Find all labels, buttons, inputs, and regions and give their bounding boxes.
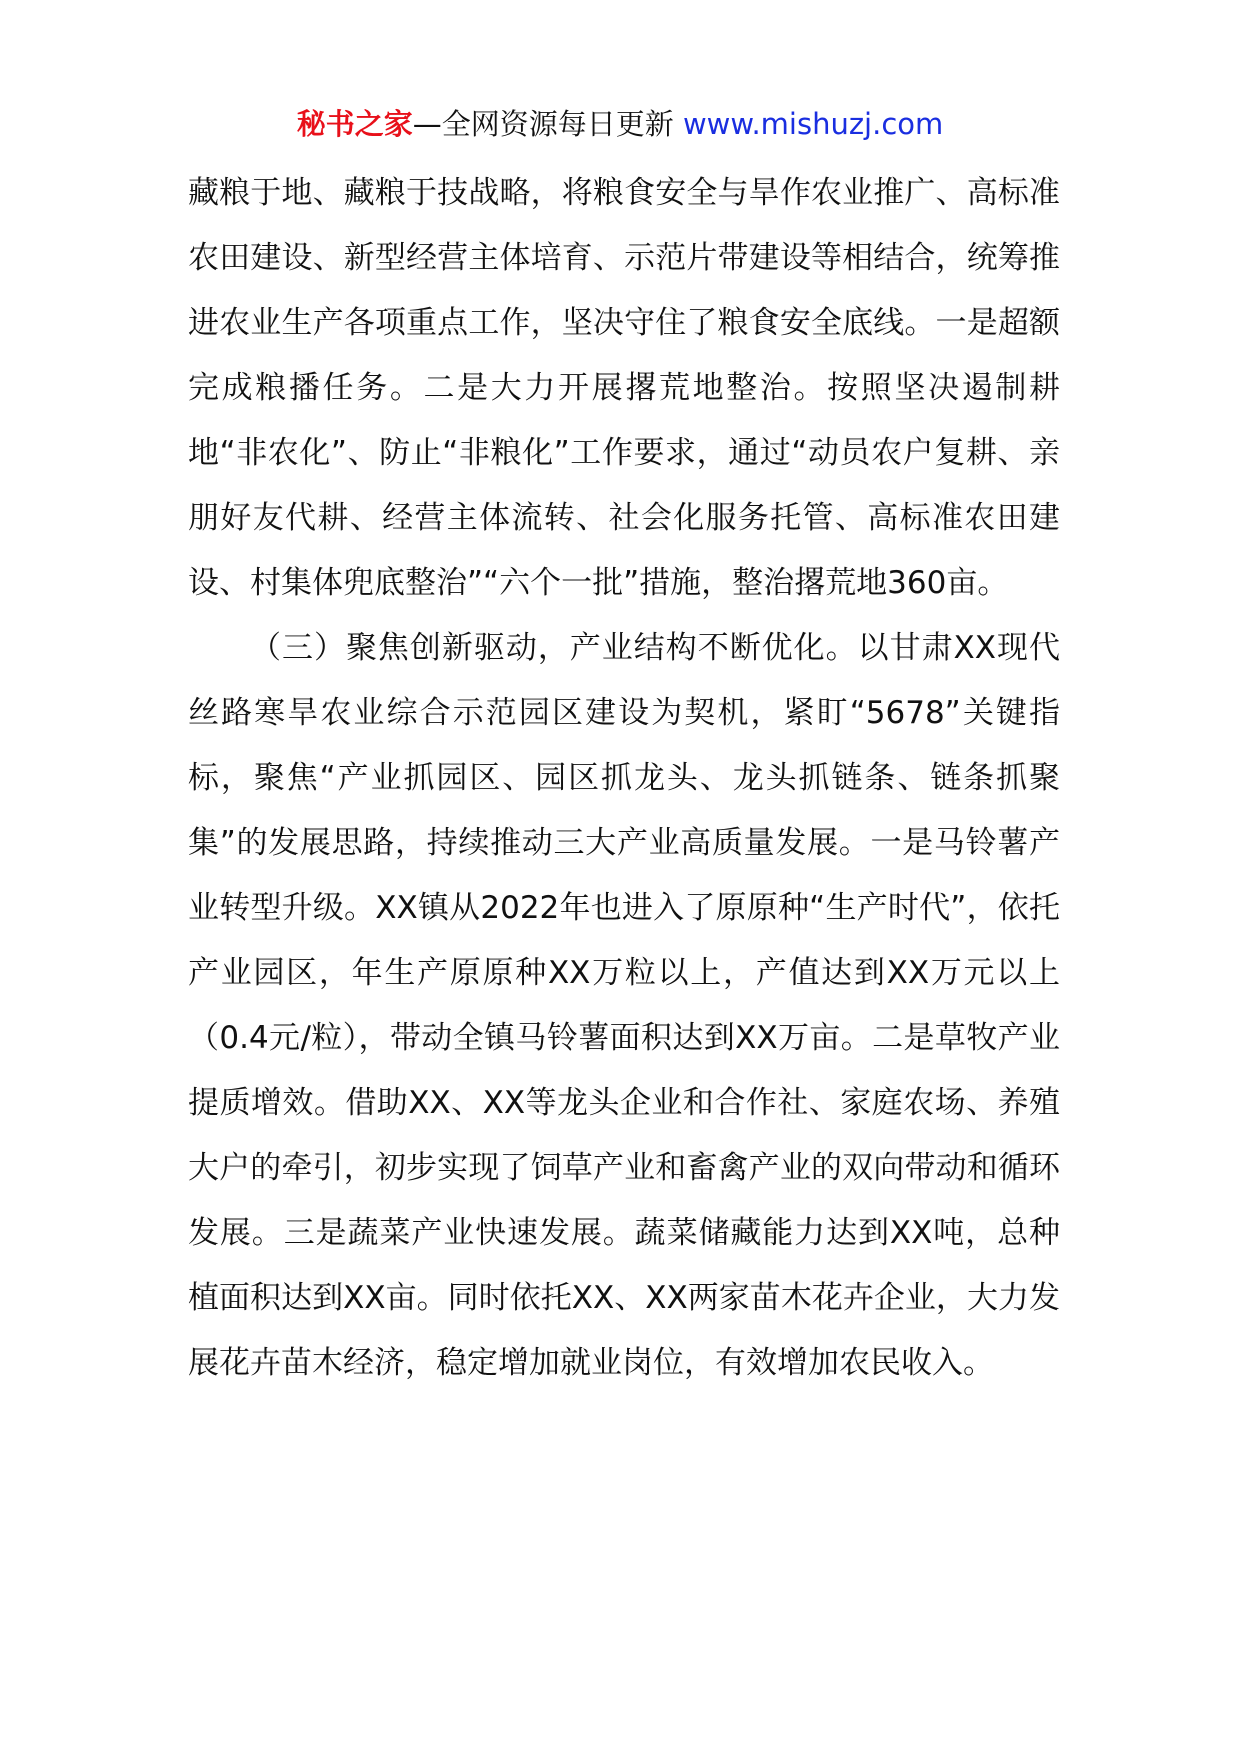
page-header xyxy=(0,104,1240,144)
brand-name: 秘书之家 xyxy=(296,107,413,141)
paragraph-grain-security: 藏粮于地、藏粮于技战略，将粮食安全与旱作农业推广、高标准农田建设、新型经营主体培育、示范片带建设等相结合，统筹推进农业生产各项重点工作，坚决守住了粮食安全底线。一是超额完成粮播任务。二是大力开展撂荒地整治。按照坚决遏制耕地“非农化”、防止“非粮化”工作要求，通过“动员农户复耕、亲朋好友代耕、经营主体流转、社会化服务托管、高标准农田建设、村集体兜底整治”“六个一批”措施，整治撂荒地360亩。 xyxy=(188,175,1060,601)
paragraph-industry-structure: （三）聚焦创新驱动，产业结构不断优化。以甘肃XX现代丝路寒旱农业综合示范园区建设为契机，紧盯“5678”关键指标，聚焦“产业抓园区、园区抓龙头、龙头抓链条、链条抓聚集”的发展思路，持续推动三大产业高质量发展。一是马铃薯产业转型升级。XX镇从2022年也进入了原原种“生产时代”，依托产业园区，年生产原原种XX万粒以上，产值达到XX万元以上（0.4元/粒），带动全镇马铃薯面积达到XX万亩。二是草牧产业提质增效。借助XX、XX等龙头企业和合作社、家庭农场、养殖大户的牵引，初步实现了饲草产业和畜禽产业的双向带动和循环发展。三是蔬菜产业快速发展。蔬菜储藏能力达到XX吨，总种植面积达到XX亩。同时依托XX、XX两家苗木花卉企业，大力发展花卉苗木经济，稳定增加就业岗位，有效增加农民收入。 xyxy=(188,630,1060,1381)
website-link[interactable]: www.mishuzj.com xyxy=(682,107,944,141)
header-slogan: —全网资源每日更新 xyxy=(412,107,674,141)
document-body xyxy=(188,161,1060,1396)
